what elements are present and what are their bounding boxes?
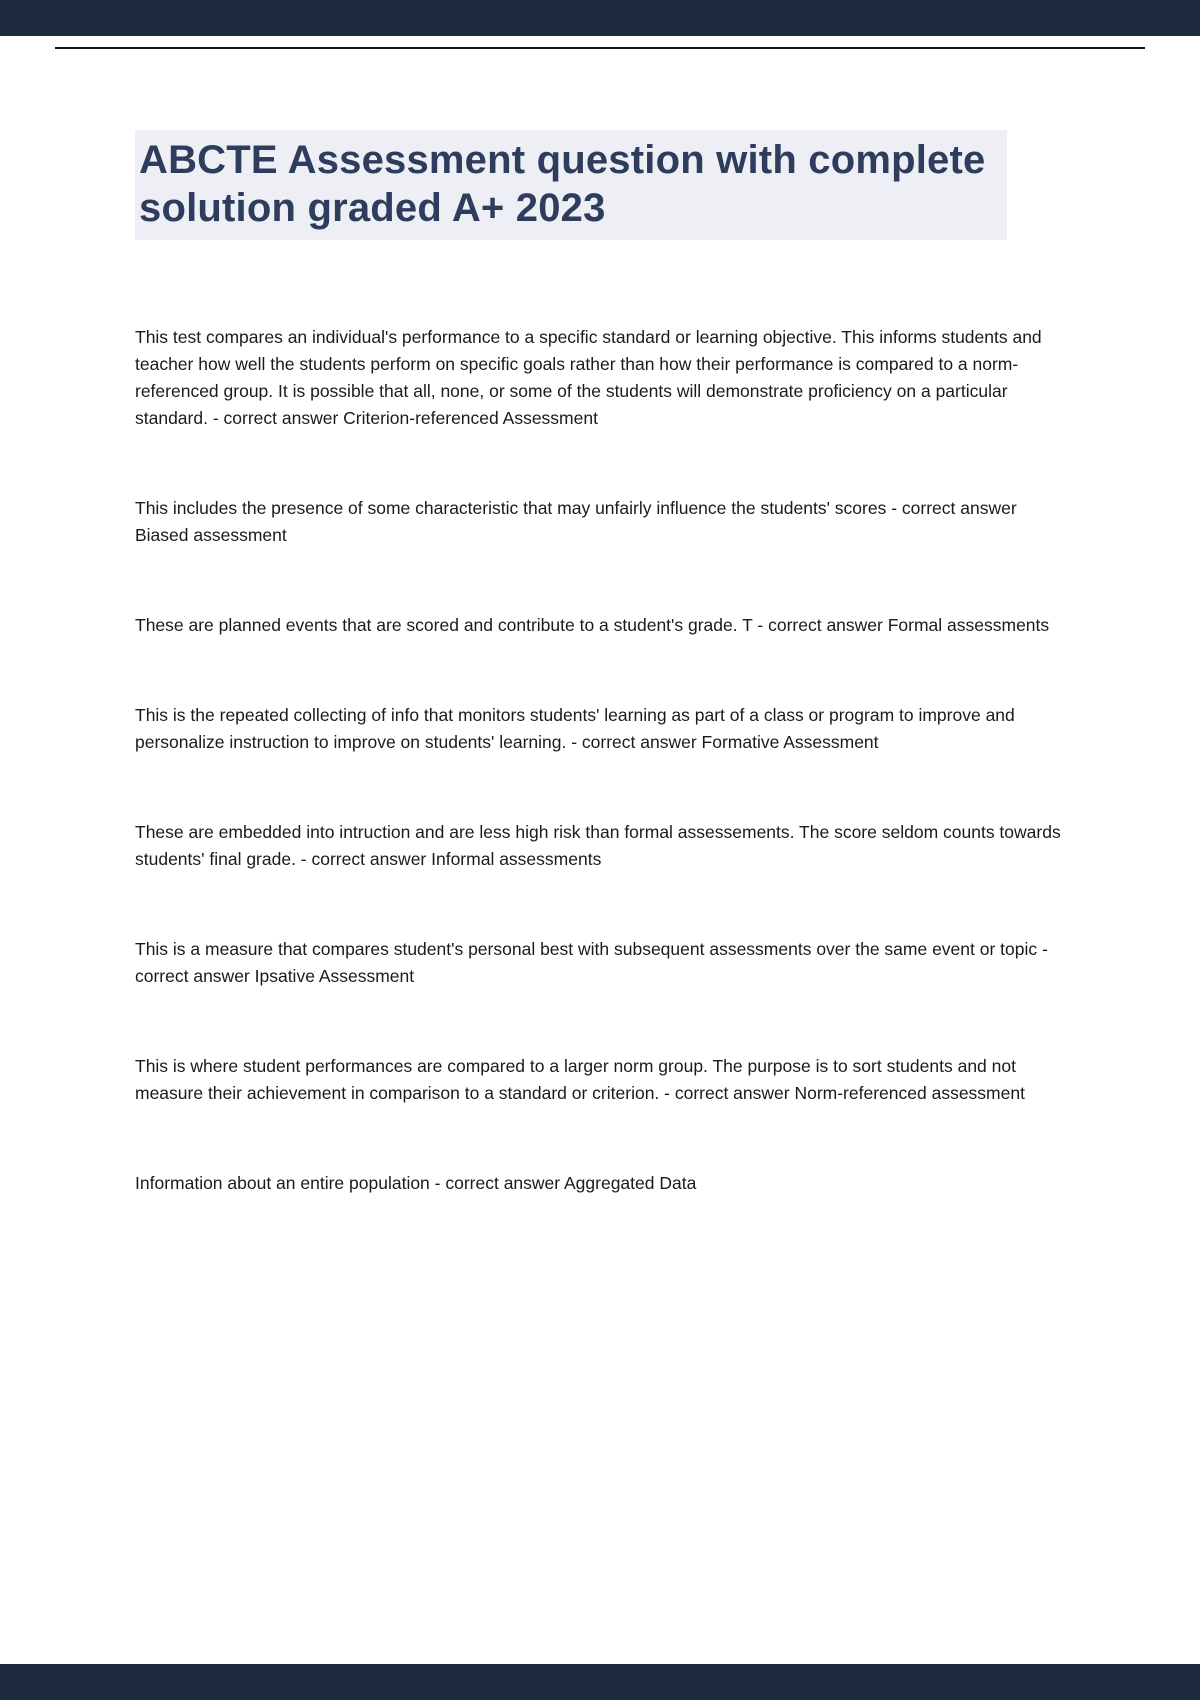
page-content	[135, 130, 1070, 1197]
qa-paragraph: This is a measure that compares student's personal best with subsequent assessments over the same event or topic - correct answer Ipsative Assessment	[135, 939, 1048, 986]
qa-paragraph: Information about an entire population - correct answer Aggregated Data	[135, 1173, 697, 1193]
qa-paragraph: This is the repeated collecting of info that monitors students' learning as part of a class or program to improve and personalize instruction to improve on students' learning. - correct answer Formative Assessment	[135, 705, 1015, 752]
qa-paragraph: This test compares an individual's performance to a specific standard or learning objective. This informs students and teacher how well the students perform on specific goals rather than how their performance is compared to a norm-referenced group. It is possible that all, none, or some of the students will demonstrate proficiency on a particular standard. - correct answer Criterion-referenced Assessment	[135, 327, 1042, 428]
page-title: ABCTE Assessment question with complete solution graded A+ 2023	[135, 130, 1007, 240]
qa-paragraph: This includes the presence of some characteristic that may unfairly influence the students' scores - correct answer Biased assessment	[135, 498, 1017, 545]
qa-paragraph: These are embedded into intruction and are less high risk than formal assessements. The score seldom counts towards students' final grade. - correct answer Informal assessments	[135, 822, 1061, 869]
qa-paragraph: This is where student performances are compared to a larger norm group. The purpose is to sort students and not measure their achievement in comparison to a standard or criterion. - correct answer Norm-referenced assessment	[135, 1056, 1025, 1103]
header-rule	[55, 47, 1145, 49]
qa-list	[135, 324, 1070, 1197]
bottom-bar	[0, 1664, 1200, 1700]
top-bar	[0, 0, 1200, 36]
qa-paragraph: These are planned events that are scored and contribute to a student's grade. T - correct answer Formal assessments	[135, 615, 1050, 635]
